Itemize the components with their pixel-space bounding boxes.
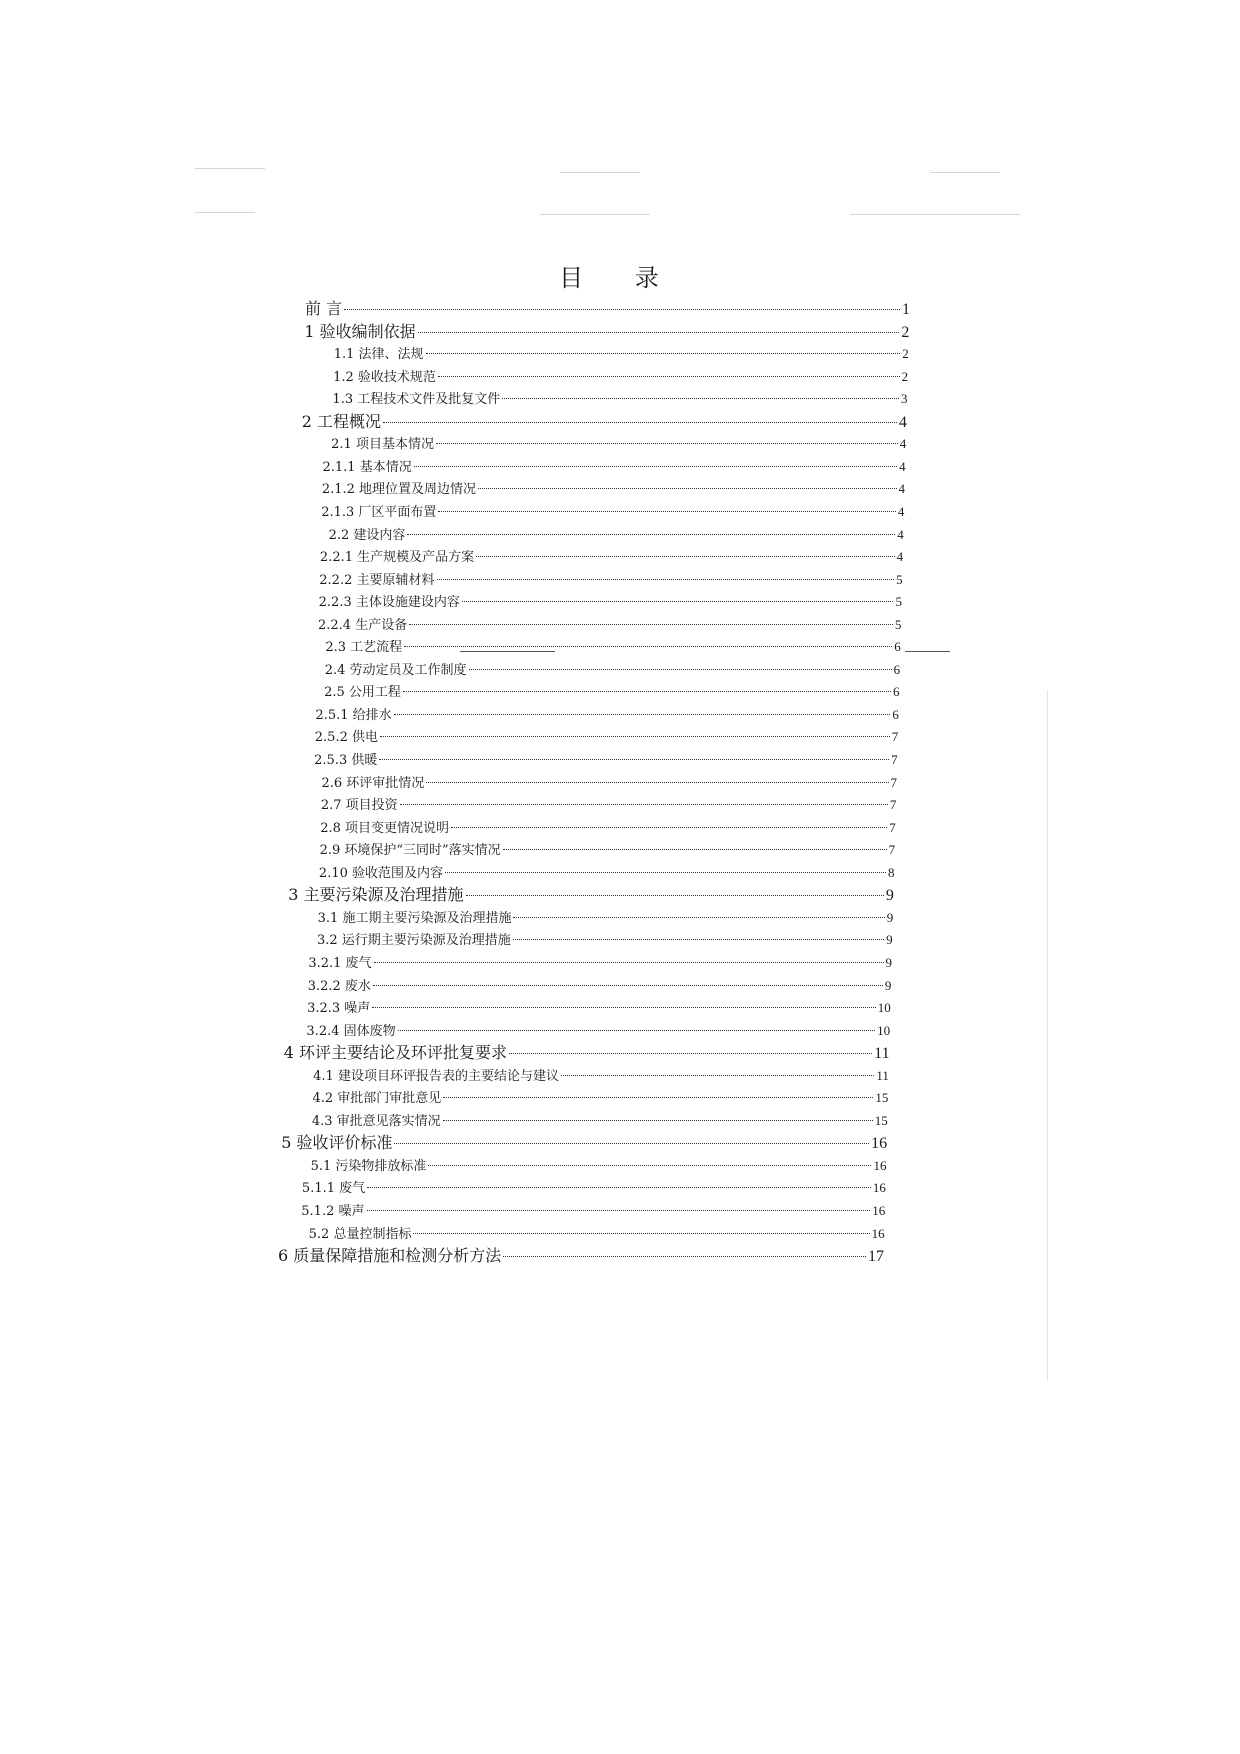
toc-page-number: 5 bbox=[896, 571, 903, 587]
toc-dot-leader bbox=[426, 353, 901, 354]
toc-dot-leader bbox=[478, 488, 896, 489]
toc-dot-leader bbox=[367, 1187, 871, 1188]
toc-dot-leader bbox=[443, 1120, 873, 1121]
toc-dot-leader bbox=[418, 332, 900, 333]
toc-entry-label: 6 质量保障措施和检测分析方法 bbox=[278, 1246, 502, 1266]
toc-entry[interactable] bbox=[308, 975, 892, 997]
toc-entry-label: 2.2 建设内容 bbox=[328, 527, 406, 543]
scan-artifact-line bbox=[195, 168, 265, 169]
toc-entry-label: 1.3 工程技术文件及批复文件 bbox=[332, 392, 501, 408]
toc-page-number: 7 bbox=[891, 752, 898, 767]
toc-dot-leader bbox=[426, 782, 888, 783]
toc-entry[interactable] bbox=[333, 366, 908, 388]
toc-page-number: 3 bbox=[901, 391, 908, 407]
toc-dot-leader bbox=[513, 917, 884, 918]
toc-page-number: 4 bbox=[898, 481, 906, 497]
toc-dot-leader bbox=[394, 1143, 869, 1144]
toc-entry-label: 2.2.4 生产设备 bbox=[318, 617, 408, 633]
toc-page-number: 4 bbox=[897, 503, 905, 519]
toc-entry[interactable] bbox=[308, 952, 892, 974]
toc-dot-leader bbox=[374, 962, 884, 963]
toc-dot-leader bbox=[561, 1075, 874, 1076]
toc-title: 目 录 bbox=[559, 264, 681, 292]
toc-page-number: 16 bbox=[872, 1180, 886, 1196]
toc-dot-leader bbox=[404, 646, 892, 647]
toc-page-number: 10 bbox=[877, 1022, 891, 1038]
toc-entry[interactable] bbox=[302, 1177, 886, 1199]
toc-entry-label: 2.9 环境保护“三同时”落实情况 bbox=[319, 843, 501, 859]
toc-entry-label: 2.3 工艺流程 bbox=[325, 640, 403, 656]
toc-page-number: 16 bbox=[873, 1157, 887, 1173]
scan-artifact-line bbox=[540, 214, 650, 215]
toc-entry[interactable] bbox=[313, 1065, 889, 1087]
toc-entry[interactable] bbox=[322, 772, 898, 794]
toc-entry[interactable] bbox=[284, 1042, 890, 1064]
toc-entry[interactable] bbox=[318, 907, 894, 929]
toc-page-number: 7 bbox=[889, 797, 897, 813]
toc-dot-leader bbox=[367, 1210, 871, 1211]
toc-dot-leader bbox=[466, 895, 884, 896]
toc-page-number: 2 bbox=[901, 368, 909, 384]
toc-page-number: 16 bbox=[872, 1203, 886, 1218]
toc-dot-leader bbox=[398, 1030, 876, 1031]
toc-dot-leader bbox=[414, 466, 897, 467]
toc-page-number: 1 bbox=[902, 301, 910, 318]
toc-dot-leader bbox=[403, 691, 891, 692]
toc-page-number: 7 bbox=[890, 774, 897, 790]
toc-dot-leader bbox=[428, 1165, 871, 1166]
toc-entry-label: 3.2.4 固体废物 bbox=[306, 1023, 396, 1039]
toc-dot-leader bbox=[443, 1097, 873, 1098]
scan-artifact-line bbox=[195, 212, 255, 213]
toc-dot-leader bbox=[437, 579, 895, 580]
toc-dot-leader bbox=[380, 736, 890, 737]
toc-dot-leader bbox=[476, 556, 895, 557]
toc-entry-label: 1 验收编制依据 bbox=[304, 321, 416, 341]
toc-entry[interactable] bbox=[323, 456, 906, 478]
toc-entry-label: 3.2.1 废气 bbox=[308, 955, 372, 971]
scan-edge-line bbox=[1047, 690, 1048, 1380]
toc-page-number: 16 bbox=[871, 1135, 888, 1153]
toc-entry[interactable] bbox=[313, 1087, 889, 1109]
toc-dot-leader bbox=[462, 601, 894, 602]
toc-entry[interactable] bbox=[278, 1245, 884, 1267]
toc-entry[interactable] bbox=[302, 411, 907, 433]
toc-entry-label: 2.4 劳动定员及工作制度 bbox=[324, 662, 467, 678]
toc-dot-leader bbox=[394, 714, 891, 715]
toc-dot-leader bbox=[503, 1256, 866, 1257]
toc-entry[interactable] bbox=[304, 321, 909, 343]
toc-page-number: 4 bbox=[897, 526, 904, 542]
toc-entry[interactable] bbox=[329, 524, 904, 546]
toc-entry[interactable] bbox=[311, 1155, 887, 1177]
toc-dot-leader bbox=[372, 1007, 876, 1008]
toc-page-number: 4 bbox=[896, 549, 904, 565]
toc-entry-label: 5.1.1 废气 bbox=[301, 1181, 366, 1197]
toc-page-number: 9 bbox=[886, 932, 893, 948]
toc-dot-leader bbox=[409, 624, 893, 625]
toc-page-number: 8 bbox=[888, 864, 895, 880]
toc-dot-leader bbox=[509, 1053, 872, 1054]
toc-page-number: 6 bbox=[893, 661, 901, 677]
toc-entry[interactable] bbox=[334, 343, 909, 365]
toc-entry-label: 2.5.2 供电 bbox=[314, 730, 378, 746]
toc-dot-leader bbox=[344, 309, 900, 310]
toc-entry[interactable] bbox=[301, 1200, 885, 1222]
scan-artifact-line bbox=[930, 172, 1000, 173]
toc-dot-leader bbox=[469, 669, 892, 670]
toc-entry-label: 2.5.3 供暖 bbox=[314, 753, 378, 768]
toc-entry-label: 2.2.1 生产规模及产品方案 bbox=[319, 550, 475, 566]
toc-entry-label: 3.1 施工期主要污染源及治理措施 bbox=[317, 910, 512, 926]
toc-entry-label: 4 环评主要结论及环评批复要求 bbox=[283, 1043, 508, 1063]
toc-page-number: 15 bbox=[874, 1112, 888, 1128]
toc-dot-leader bbox=[451, 827, 887, 828]
toc-dot-leader bbox=[438, 376, 900, 377]
toc-entry-label: 前 言 bbox=[305, 299, 343, 318]
toc-entry-label: 2.5 公用工程 bbox=[324, 685, 401, 701]
toc-entry[interactable] bbox=[321, 501, 904, 523]
toc-entry[interactable] bbox=[322, 478, 905, 500]
toc-dot-leader bbox=[400, 804, 888, 805]
toc-entry[interactable] bbox=[315, 704, 898, 726]
toc-entry-label: 2.2.2 主要原辅材料 bbox=[319, 572, 435, 588]
toc-entry[interactable] bbox=[325, 659, 900, 681]
toc-entry-label: 2.1 项目基本情况 bbox=[331, 437, 434, 453]
toc-entry[interactable] bbox=[307, 997, 891, 1019]
toc-dot-leader bbox=[502, 398, 899, 399]
toc-page-number: 9 bbox=[885, 954, 893, 970]
toc-dot-leader bbox=[379, 759, 889, 760]
toc-entry-label: 4.1 建设项目环评报告表的主要结论与建议 bbox=[313, 1068, 559, 1084]
toc-page-number: 6 bbox=[892, 684, 900, 700]
toc-entry[interactable] bbox=[319, 569, 902, 591]
toc-entry[interactable] bbox=[325, 636, 900, 658]
toc-entry-label: 5.2 总量控制指标 bbox=[308, 1226, 412, 1242]
toc-page-number: 5 bbox=[895, 594, 902, 610]
toc-entry-label: 2.1.2 地理位置及周边情况 bbox=[321, 482, 477, 498]
toc-entry[interactable] bbox=[309, 1223, 885, 1245]
toc-entry[interactable] bbox=[281, 1132, 887, 1154]
scan-artifact-line bbox=[850, 214, 1020, 215]
toc-page-number: 7 bbox=[889, 819, 896, 835]
toc-entry-label: 2.1.3 厂区平面布置 bbox=[321, 504, 437, 520]
scan-artifact-line bbox=[905, 651, 950, 652]
toc-entry[interactable] bbox=[305, 298, 910, 320]
toc-entry[interactable] bbox=[331, 433, 906, 455]
toc-entry-label: 2 工程概况 bbox=[301, 411, 382, 431]
toc-entry[interactable] bbox=[319, 862, 895, 884]
toc-page-number: 11 bbox=[874, 1045, 890, 1063]
toc-page-number: 9 bbox=[886, 909, 894, 925]
toc-page-number: 7 bbox=[891, 729, 899, 745]
toc-entry[interactable] bbox=[321, 794, 897, 816]
toc-entry-label: 2.6 环评审批情况 bbox=[321, 775, 425, 791]
toc-dot-leader bbox=[445, 872, 886, 873]
toc-dot-leader bbox=[513, 939, 884, 940]
toc-entry-label: 1.1 法律、法规 bbox=[333, 347, 424, 363]
toc-entry-label: 2.1.1 基本情况 bbox=[322, 459, 412, 475]
toc-entry-label: 1.2 验收技术规范 bbox=[333, 369, 436, 385]
toc-page-number: 6 bbox=[894, 639, 901, 655]
toc-dot-leader bbox=[503, 849, 887, 850]
toc-page-number: 4 bbox=[899, 436, 907, 452]
toc-page-number: 9 bbox=[885, 887, 894, 905]
toc-page-number: 11 bbox=[876, 1067, 889, 1083]
toc-dot-leader bbox=[383, 422, 897, 423]
toc-dot-leader bbox=[373, 985, 883, 986]
toc-page-number: 2 bbox=[902, 346, 909, 362]
toc-page-number: 4 bbox=[898, 413, 907, 431]
toc-entry[interactable] bbox=[332, 388, 907, 410]
toc-entry-label: 5.1 污染物排放标准 bbox=[310, 1158, 427, 1174]
scan-artifact-line bbox=[460, 651, 555, 652]
toc-page-number: 9 bbox=[884, 977, 892, 993]
toc-entry-label: 3.2 运行期主要污染源及治理措施 bbox=[317, 933, 511, 949]
toc-entry[interactable] bbox=[320, 546, 903, 568]
toc-page-number: 7 bbox=[888, 842, 896, 858]
toc-page-number: 6 bbox=[892, 706, 899, 722]
toc-entry-label: 4.3 审批意见落实情况 bbox=[311, 1113, 441, 1129]
toc-entry[interactable] bbox=[318, 614, 901, 636]
toc-entry[interactable] bbox=[320, 839, 896, 861]
toc-entry[interactable] bbox=[324, 681, 899, 703]
toc-entry-label: 5 验收评价标准 bbox=[281, 1133, 393, 1153]
toc-entry-label: 2.8 项目变更情况说明 bbox=[320, 820, 450, 836]
toc-entry[interactable] bbox=[288, 884, 894, 906]
toc-entry-label: 3 主要污染源及治理措施 bbox=[288, 885, 464, 905]
toc-entry[interactable] bbox=[314, 749, 897, 771]
toc-entry-label: 5.1.2 噪声 bbox=[301, 1204, 365, 1219]
toc-page-number: 15 bbox=[875, 1090, 889, 1106]
toc-entry[interactable] bbox=[315, 726, 898, 748]
toc-entry-label: 2.2.3 主体设施建设内容 bbox=[318, 595, 460, 611]
scan-artifact-line bbox=[560, 172, 640, 173]
toc-entry-label: 4.2 审批部门审批意见 bbox=[312, 1091, 442, 1107]
toc-entry[interactable] bbox=[317, 929, 893, 951]
toc-entry-label: 2.5.1 给排水 bbox=[315, 707, 392, 723]
toc-entry[interactable] bbox=[319, 591, 902, 613]
toc-entry-label: 3.2.3 噪声 bbox=[307, 1001, 371, 1017]
toc-dot-leader bbox=[436, 443, 898, 444]
toc-page-number: 5 bbox=[894, 616, 902, 632]
toc-dot-leader bbox=[438, 511, 895, 512]
toc-dot-leader bbox=[413, 1233, 869, 1234]
toc-entry[interactable] bbox=[312, 1110, 888, 1132]
toc-dot-leader bbox=[407, 534, 895, 535]
toc-entry-label: 3.2.2 废水 bbox=[307, 978, 371, 994]
toc-page-number: 4 bbox=[899, 458, 906, 474]
toc-entry-label: 2.10 验收范围及内容 bbox=[318, 865, 443, 881]
toc-entry-label: 2.7 项目投资 bbox=[320, 798, 398, 814]
toc-entry[interactable] bbox=[320, 817, 896, 839]
toc-page-number: 16 bbox=[871, 1225, 885, 1241]
toc-page-number: 2 bbox=[901, 323, 910, 341]
toc-page-number: 10 bbox=[877, 1000, 891, 1016]
toc-page-number: 17 bbox=[868, 1248, 884, 1266]
toc-entry[interactable] bbox=[306, 1020, 890, 1042]
